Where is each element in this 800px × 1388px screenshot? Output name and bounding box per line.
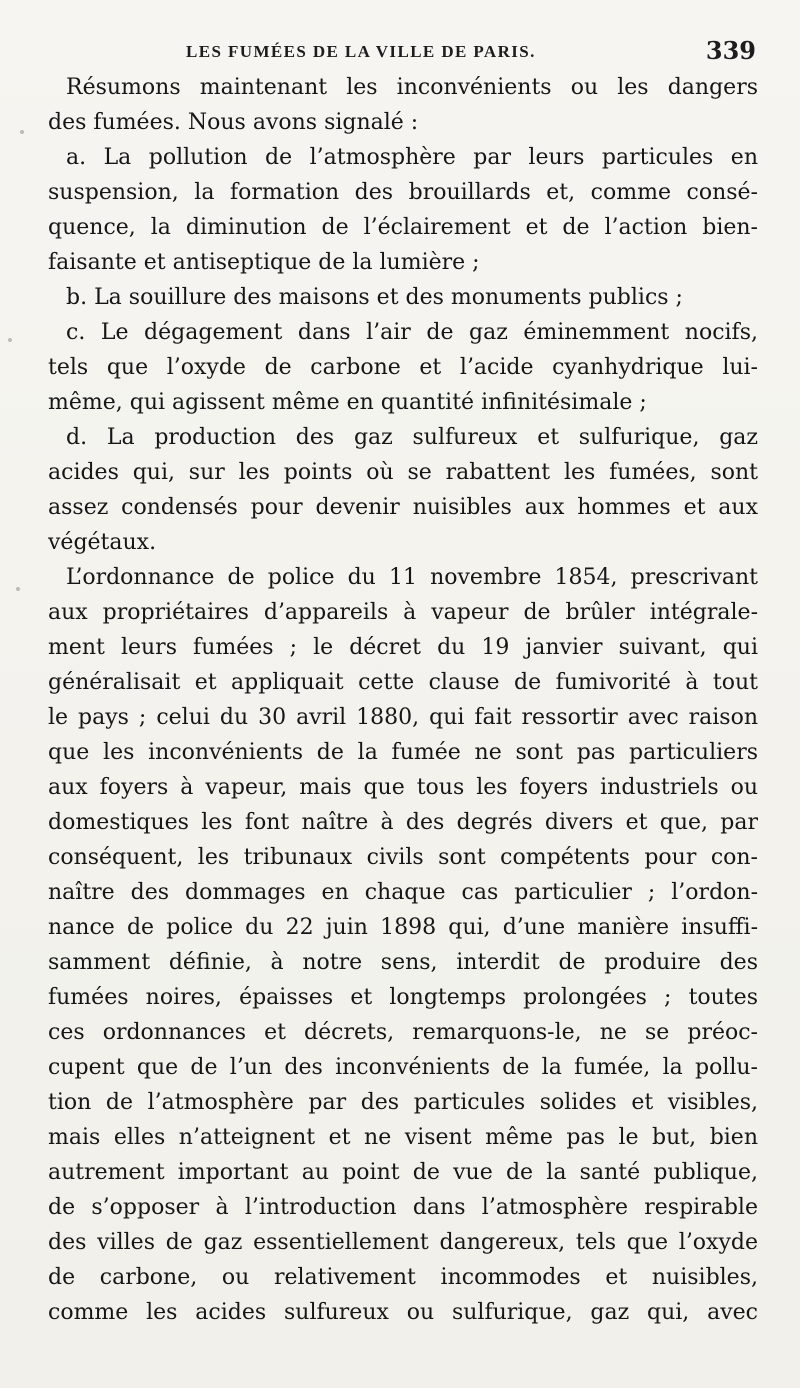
text-line: mais elles n’atteignent et ne visent même pas le but, bien — [48, 1125, 758, 1150]
text-line: ces ordonnances et décrets, remarquons-le, ne se préoc- — [48, 1020, 758, 1045]
list-item-b: b. La souillure des maisons et des monuments publics ; — [66, 285, 683, 310]
text-line: tels que l’oxyde de carbone et l’acide cyanhydrique lui- — [48, 355, 758, 380]
list-item-a: a. La pollution de l’atmosphère par leurs particules en — [66, 145, 758, 170]
text-line: faisante et antiseptique de la lumière ; — [48, 250, 480, 275]
text-line: tion de l’atmosphère par des particules solides et visibles, — [48, 1090, 758, 1115]
text-line: végétaux. — [48, 530, 157, 555]
text-line: ment leurs fumées ; le décret du 19 janvier suivant, qui — [48, 635, 758, 660]
header-title: LES FUMÉES DE LA VILLE DE PARIS. — [186, 42, 536, 61]
text-line: comme les acides sulfureux ou sulfurique, gaz qui, avec — [48, 1300, 758, 1325]
text-line: de s’opposer à l’introduction dans l’atmosphère respirable — [48, 1195, 758, 1220]
text-line: fumées noires, épaisses et longtemps prolongées ; toutes — [48, 985, 758, 1010]
text-line: des villes de gaz essentiellement dangereux, tels que l’oxyde — [48, 1230, 758, 1255]
list-item-c: c. Le dégagement dans l’air de gaz éminemment nocifs, — [66, 320, 758, 345]
text-line: assez condensés pour devenir nuisibles aux hommes et aux — [48, 495, 758, 520]
print-speck — [20, 130, 24, 134]
text-line: domestiques les font naître à des degrés divers et que, par — [48, 810, 758, 835]
text-line: que les inconvénients de la fumée ne sont pas particuliers — [48, 740, 758, 765]
text-line: même, qui agissent même en quantité infinitésimale ; — [48, 390, 647, 415]
text-line: acides qui, sur les points où se rabattent les fumées, sont — [48, 460, 758, 485]
text-line: L’ordonnance de police du 11 novembre 1854, prescrivant — [66, 565, 758, 590]
text-line: Résumons maintenant les inconvénients ou les dangers — [66, 75, 758, 100]
print-speck — [16, 587, 20, 591]
text-line: aux propriétaires d’appareils à vapeur de brûler intégrale- — [48, 600, 758, 625]
text-line: suspension, la formation des brouillards et, comme consé- — [48, 180, 758, 205]
text-line: aux foyers à vapeur, mais que tous les foyers industriels ou — [48, 775, 758, 800]
running-header — [186, 36, 756, 70]
text-line: de carbone, ou relativement incommodes et nuisibles, — [48, 1265, 758, 1290]
text-line: cupent que de l’un des inconvénients de la fumée, la pollu- — [48, 1055, 758, 1080]
text-line: des fumées. Nous avons signalé : — [48, 110, 419, 135]
text-line: généralisait et appliquait cette clause de fumivorité à tout — [48, 670, 758, 695]
list-item-d: d. La production des gaz sulfureux et sulfurique, gaz — [66, 425, 758, 450]
text-line: conséquent, les tribunaux civils sont compétents pour con- — [48, 845, 758, 870]
text-line: le pays ; celui du 30 avril 1880, qui fait ressortir avec raison — [48, 705, 758, 730]
text-line: autrement important au point de vue de la santé publique, — [48, 1160, 758, 1185]
print-speck — [8, 338, 12, 342]
text-line: samment définie, à notre sens, interdit de produire des — [48, 950, 758, 975]
text-line: quence, la diminution de l’éclairement et de l’action bien- — [48, 215, 758, 240]
text-line: naître des dommages en chaque cas particulier ; l’ordon- — [48, 880, 758, 905]
text-line: nance de police du 22 juin 1898 qui, d’une manière insuffi- — [48, 915, 758, 940]
page-number: 339 — [705, 36, 756, 65]
